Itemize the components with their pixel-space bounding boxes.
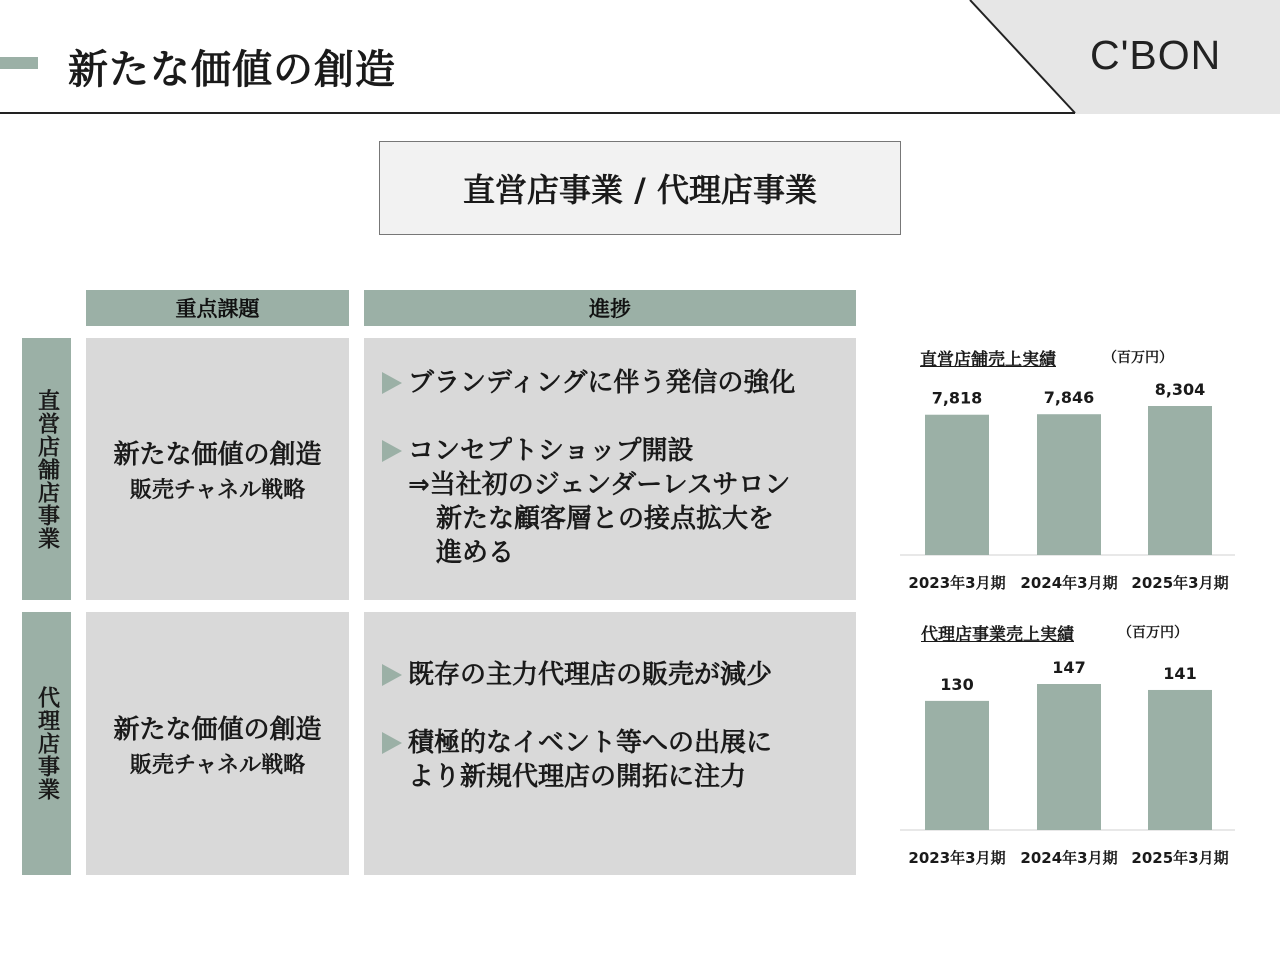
theme-cell-direct-store [86,338,349,600]
bullet-text: 積極的なイベント等への出展に [408,728,773,758]
theme-cell-agency [86,612,349,875]
chart-unit-label: （百万円） [1118,625,1188,641]
page-title: 新たな価値の創造 [68,47,396,93]
progress-detail-line: ⇒当社初のジェンダーレスサロン [408,470,791,500]
triangle-bullet-icon [382,440,402,462]
category-tick-label: 2024年3月期 [1020,849,1118,867]
progress-cell-direct-store [364,338,856,600]
chart-bar [925,701,989,830]
row-label-direct-store [22,338,71,600]
header-divider [0,112,1075,114]
triangle-bullet-icon [382,372,402,394]
triangle-bullet-icon [382,664,402,686]
bar-value-label: 147 [1052,658,1086,677]
category-tick-label: 2023年3月期 [908,849,1006,867]
column-header-theme: 重点課題 [86,290,349,326]
theme-sub-text: 販売チャネル戦略 [129,752,306,778]
triangle-bullet-icon [382,732,402,754]
chart-bar [1148,690,1212,830]
row-label-text: 代理店事業 [34,686,60,801]
company-logo: C'BON [1090,32,1222,78]
progress-bullet [382,658,772,692]
category-tick-label: 2025年3月期 [1131,574,1229,592]
chart-title-agency: 代理店事業売上実績 [921,625,1074,645]
progress-detail-line: 進める [436,538,515,568]
chart-title-direct-store: 直営店舗売上実績 [920,350,1056,370]
section-title: 直営店事業 / 代理店事業 [379,141,901,235]
column-header-progress: 進捗 [364,290,856,326]
bar-value-label: 130 [940,674,974,694]
bar-value-label: 141 [1163,663,1197,683]
chart-unit-label: （百万円） [1103,350,1173,366]
bullet-text: ブランディングに伴う発信の強化 [408,368,796,398]
bar-value-label: 8,304 [1154,380,1206,399]
row-label-agency [22,612,71,875]
theme-sub-text: 販売チャネル戦略 [129,478,306,503]
chart-bar [1037,414,1101,555]
bar-chart-direct-store [895,370,1240,600]
bullet-text: 既存の主力代理店の販売が減少 [408,660,773,690]
progress-bullet [382,434,693,468]
theme-main-text: 新たな価値の創造 [113,440,322,470]
bullet-text: コンセプトショップ開設 [408,436,694,466]
chart-bar [1037,684,1101,830]
bar-value-label: 7,846 [1043,388,1095,408]
progress-cell-agency [364,612,856,875]
category-tick-label: 2024年3月期 [1020,574,1118,592]
bar-chart-agency [895,645,1240,875]
row-label-text: 直営店舗店事業 [34,388,60,550]
progress-bullet [382,726,772,760]
title-accent-bar [0,57,38,69]
category-tick-label: 2023年3月期 [908,574,1006,592]
chart-bar [925,415,989,555]
progress-detail-line: より新規代理店の開拓に注力 [408,762,747,792]
category-tick-label: 2025年3月期 [1131,849,1229,867]
progress-detail-line: 新たな顧客層との接点拡大を [436,504,775,534]
progress-bullet [382,366,795,400]
chart-bar [1148,406,1212,555]
bar-value-label: 7,818 [931,388,983,408]
theme-main-text: 新たな価値の創造 [113,714,322,745]
